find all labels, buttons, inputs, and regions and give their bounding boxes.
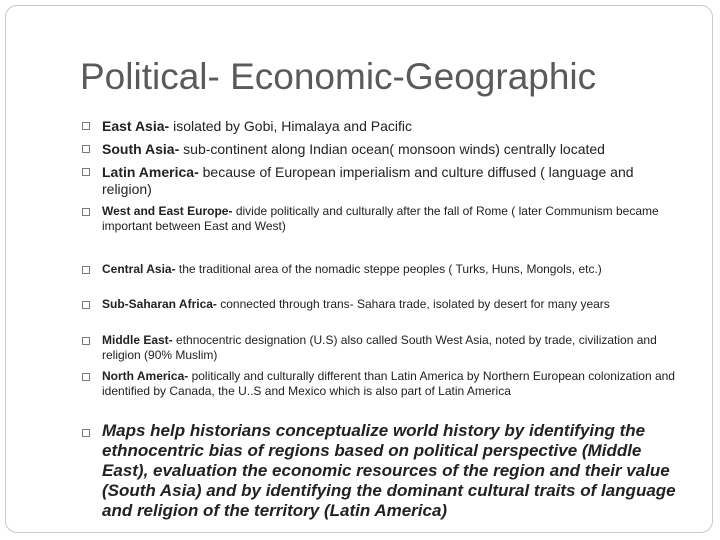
region-description: ethnocentric designation (U.S) also called South West Asia, noted by trade, civilization and religion (90% Muslim) bbox=[102, 333, 657, 362]
list-item-text bbox=[102, 421, 682, 521]
list-item-text bbox=[102, 369, 682, 399]
region-description: isolated by Gobi, Himalaya and Pacific bbox=[169, 118, 412, 134]
bullet-icon bbox=[82, 145, 90, 153]
list-item-text bbox=[102, 204, 682, 234]
region-term: South Asia- bbox=[102, 141, 180, 157]
region-description: sub-continent along Indian ocean( monsoon winds) centrally located bbox=[179, 141, 605, 157]
region-term: West and East Europe- bbox=[102, 204, 233, 218]
bullet-icon bbox=[82, 168, 90, 176]
list-item-text bbox=[102, 141, 682, 158]
region-term: Latin America- bbox=[102, 164, 199, 180]
region-description: because of European imperialism and culture diffused ( language and religion) bbox=[102, 164, 634, 197]
bullet-icon bbox=[82, 373, 90, 381]
region-description: politically and culturally different than Latin America by Northern European colonization and identified by Canada, the U..S and Mexico which is also part of Latin America bbox=[102, 369, 675, 398]
region-term: Central Asia- bbox=[102, 262, 176, 276]
region-description: the traditional area of the nomadic steppe peoples ( Turks, Huns, Mongols, etc.) bbox=[175, 262, 602, 276]
list-item-text bbox=[102, 262, 682, 277]
list-item-text bbox=[102, 118, 682, 135]
list-item-text bbox=[102, 297, 682, 312]
bullet-icon bbox=[82, 429, 90, 437]
bullet-icon bbox=[82, 337, 90, 345]
slide-title: Political- Economic-Geographic bbox=[80, 56, 597, 97]
region-description: connected through trans- Sahara trade, isolated by desert for many years bbox=[216, 297, 610, 311]
region-term: Middle East- bbox=[102, 333, 173, 347]
region-term: East Asia- bbox=[102, 118, 170, 134]
summary-text: Maps help historians conceptualize world history by identifying the ethnocentric bias of regions based on political perspective (Middle East), evaluation the economic resources of the region and their value (South Asia) and by identifying the dominant cultural traits of language and religion of the territory (Latin America) bbox=[102, 421, 676, 520]
region-term: North America- bbox=[102, 369, 189, 383]
bullet-icon bbox=[82, 122, 90, 130]
region-term: Sub-Saharan Africa- bbox=[102, 297, 217, 311]
list-item-text bbox=[102, 333, 682, 363]
region-description: divide politically and culturally after the fall of Rome ( later Communism became important between East and West) bbox=[102, 204, 659, 233]
bullet-icon bbox=[82, 301, 90, 309]
list-item-text bbox=[102, 164, 682, 198]
bullet-icon bbox=[82, 266, 90, 274]
bullet-icon bbox=[82, 208, 90, 216]
